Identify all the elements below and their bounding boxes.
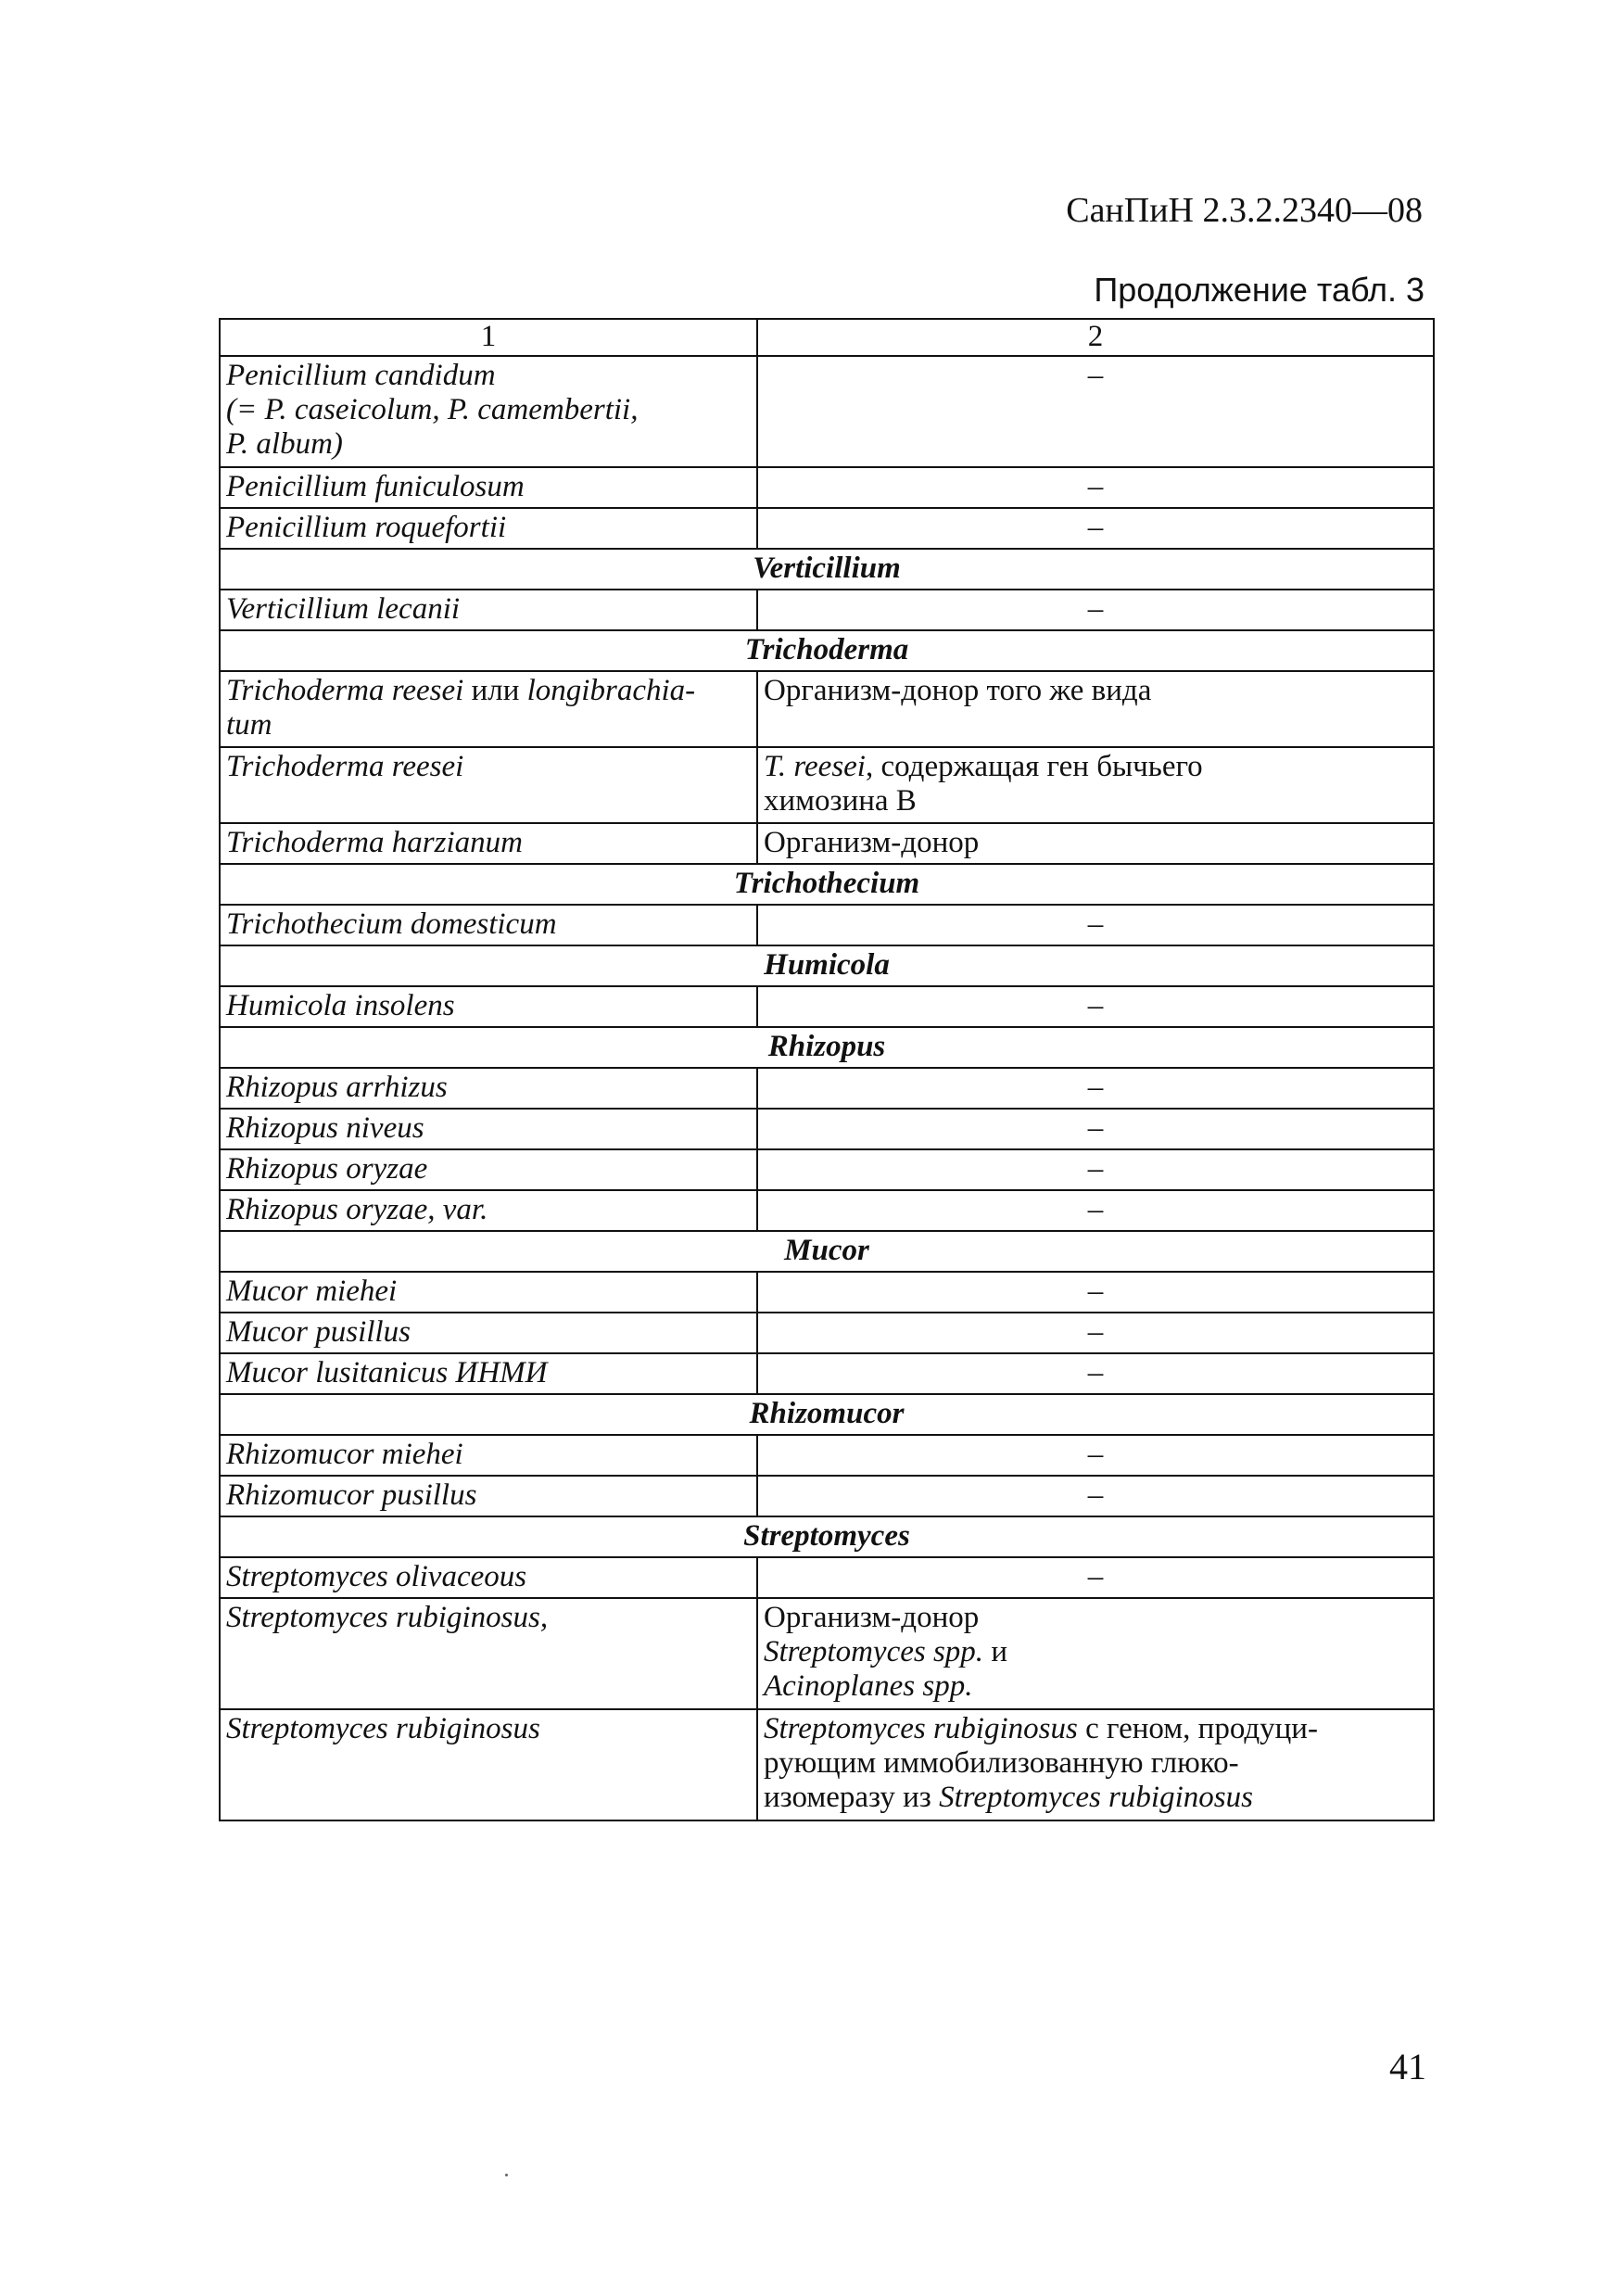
table-row [220,823,1434,864]
organism-name: Rhizomucor miehei [220,1435,757,1476]
donor-value [757,747,1434,823]
table-row [220,508,1434,549]
genus-heading: Verticillium [220,549,1434,590]
organism-name: Rhizomucor pusillus [220,1476,757,1516]
page-number: 41 [1389,2046,1426,2087]
table-continuation-caption: Продолжение табл. 3 [1094,271,1424,309]
organism-name: Mucor miehei [220,1272,757,1313]
table-row [220,1435,1434,1476]
donor-value: – [757,467,1434,508]
table-row [220,1476,1434,1516]
organism-name: Mucor pusillus [220,1313,757,1353]
donor-value: – [757,1353,1434,1394]
organism-name: Trichoderma reesei [220,747,757,823]
organism-name: Mucor lusitanicus ИНМИ [220,1353,757,1394]
genus-header-row [220,1231,1434,1272]
table-row [220,747,1434,823]
donor-text: , содержащая ген бычьего [865,750,1203,783]
donor-value: – [757,590,1434,630]
organism-name-part: tum [226,707,272,742]
table-row [220,1557,1434,1598]
genus-header-row [220,1027,1434,1068]
donor-value [757,1598,1434,1709]
genus-header-row [220,1394,1434,1435]
organism-name: Streptomyces olivaceous [220,1557,757,1598]
organism-name-part: longibrachia- [526,674,696,707]
organism-name-line: Penicillium candidum [226,359,496,392]
donor-value: – [757,508,1434,549]
donor-species: Acinoplanes spp. [764,1668,973,1703]
organism-name: Penicillium funiculosum [220,467,757,508]
table-row [220,1353,1434,1394]
donor-text: с геном, продуци- [1077,1712,1318,1745]
column-header-1: 1 [220,319,757,356]
table-row [220,905,1434,945]
donor-value: – [757,905,1434,945]
table-row [220,1190,1434,1231]
organism-name: Rhizopus arrhizus [220,1068,757,1109]
donor-value [757,1709,1434,1820]
table-row [220,1709,1434,1820]
donor-species: Streptomyces spp. [764,1634,984,1668]
donor-species: T. reesei [764,750,866,783]
genus-header-row [220,864,1434,905]
donor-value: – [757,1272,1434,1313]
organism-name [220,356,757,467]
genus-heading: Humicola [220,945,1434,986]
genus-heading: Streptomyces [220,1516,1434,1557]
organism-name [220,671,757,747]
genus-header-row [220,630,1434,671]
organism-name: Rhizopus oryzae, var. [220,1190,757,1231]
genus-heading: Rhizomucor [220,1394,1434,1435]
genus-heading: Trichothecium [220,864,1434,905]
donor-value: Организм-донор [757,823,1434,864]
organism-name: Trichothecium domesticum [220,905,757,945]
table-row [220,356,1434,467]
table-row [220,1598,1434,1709]
donor-value: – [757,356,1434,467]
organism-name-separator: или [463,674,527,707]
column-header-2: 2 [757,319,1434,356]
donor-value: – [757,1109,1434,1149]
donor-text: изомеразу из [764,1780,940,1814]
document-code: СанПиН 2.3.2.2340—08 [1066,191,1423,230]
organisms-table [219,318,1435,1821]
genus-heading: Rhizopus [220,1027,1434,1068]
donor-value: – [757,1068,1434,1109]
donor-value: Организм-донор того же вида [757,671,1434,747]
table-row [220,986,1434,1027]
donor-value: – [757,1149,1434,1190]
genus-heading: Mucor [220,1231,1434,1272]
donor-value: – [757,1190,1434,1231]
organism-name: Penicillium roquefortii [220,508,757,549]
donor-text: и [983,1634,1007,1668]
donor-value: – [757,1435,1434,1476]
organism-name: Rhizopus niveus [220,1109,757,1149]
donor-text: рующим иммобилизованную глюко- [764,1745,1239,1780]
organism-name-line: P. album) [226,426,343,461]
organism-name-line: (= P. caseicolum, P. camembertii, [226,392,639,426]
organism-name: Streptomyces rubiginosus, [220,1598,757,1709]
organism-name: Humicola insolens [220,986,757,1027]
organism-name: Verticillium lecanii [220,590,757,630]
organism-name: Rhizopus oryzae [220,1149,757,1190]
genus-header-row [220,945,1434,986]
donor-text: химозина В [764,783,917,818]
donor-species: Streptomyces rubiginosus [939,1780,1253,1814]
organism-name-part: Trichoderma reesei [226,674,464,707]
donor-text: Организм-донор [764,1601,980,1634]
donor-value: – [757,1557,1434,1598]
scan-speck [505,2174,508,2176]
donor-value: – [757,1313,1434,1353]
table-row [220,1313,1434,1353]
donor-value: – [757,1476,1434,1516]
table-row [220,1109,1434,1149]
table-row [220,671,1434,747]
table-header-row [220,319,1434,356]
genus-heading: Trichoderma [220,630,1434,671]
genus-header-row [220,549,1434,590]
table-row [220,1068,1434,1109]
donor-value: – [757,986,1434,1027]
table-row [220,1272,1434,1313]
table-row [220,1149,1434,1190]
organism-name: Streptomyces rubiginosus [220,1709,757,1820]
donor-species: Streptomyces rubiginosus [764,1712,1078,1745]
genus-header-row [220,1516,1434,1557]
organism-name: Trichoderma harzianum [220,823,757,864]
table-row [220,590,1434,630]
table-row [220,467,1434,508]
